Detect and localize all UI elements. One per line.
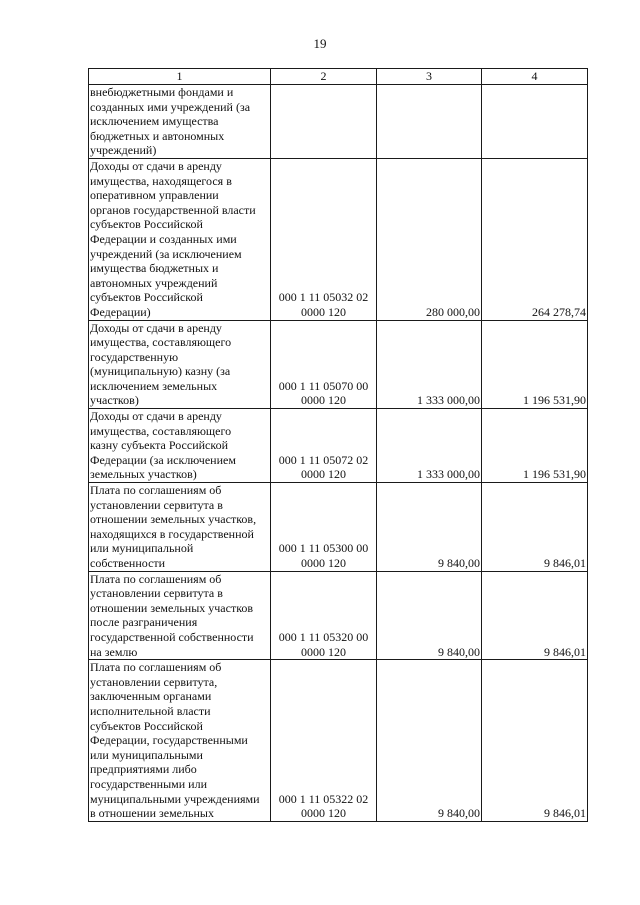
table-row xyxy=(89,483,588,572)
actual-amount-cell: 9 846,01 xyxy=(482,483,588,572)
table-row xyxy=(89,660,588,822)
actual-amount-cell: 9 846,01 xyxy=(482,660,588,822)
table-row xyxy=(89,571,588,660)
revenue-name-cell: внебюджетными фондами и созданных ими учреждений (за исключением имущества бюджетных и автономных учреждений) xyxy=(89,85,271,159)
budget-code-cell: 000 1 11 05070 00 0000 120 xyxy=(271,320,377,409)
budget-code-cell: 000 1 11 05300 00 0000 120 xyxy=(271,483,377,572)
column-header-4: 4 xyxy=(482,69,588,85)
planned-amount-cell xyxy=(377,85,482,159)
revenue-name-cell: Доходы от сдачи в аренду имущества, составляющего государственную (муниципальную) казну (за исключением земельных участков) xyxy=(89,320,271,409)
table-header-row xyxy=(89,69,588,85)
planned-amount-cell: 1 333 000,00 xyxy=(377,409,482,483)
revenue-table xyxy=(88,68,588,822)
revenue-name-cell: Доходы от сдачи в аренду имущества, находящегося в оперативном управлении органов государственной власти субъектов Российской Федерации и созданных ими учреждений (за исключением имущества бюджетных и автономных учреждений субъектов Российской Федерации) xyxy=(89,158,271,320)
planned-amount-cell: 9 840,00 xyxy=(377,483,482,572)
revenue-name-cell: Плата по соглашениям об установлении сервитута в отношении земельных участков, находящихся в государственной или муниципальной собственности xyxy=(89,483,271,572)
actual-amount-cell: 1 196 531,90 xyxy=(482,409,588,483)
budget-code-cell: 000 1 11 05072 02 0000 120 xyxy=(271,409,377,483)
actual-amount-cell xyxy=(482,85,588,159)
page-number: 19 xyxy=(313,36,327,51)
planned-amount-cell: 9 840,00 xyxy=(377,571,482,660)
table-row xyxy=(89,320,588,409)
planned-amount-cell: 1 333 000,00 xyxy=(377,320,482,409)
budget-code-cell: 000 1 11 05032 02 0000 120 xyxy=(271,158,377,320)
column-header-2: 2 xyxy=(271,69,377,85)
table-row xyxy=(89,85,588,159)
budget-code-cell xyxy=(271,85,377,159)
actual-amount-cell: 264 278,74 xyxy=(482,158,588,320)
actual-amount-cell: 9 846,01 xyxy=(482,571,588,660)
planned-amount-cell: 280 000,00 xyxy=(377,158,482,320)
revenue-name-cell: Плата по соглашениям об установлении сервитута, заключенным органами исполнительной власти субъектов Российской Федерации, государственными или муниципальными предприятиями либо государственными или муниципальными учреждениями в отношении земельных xyxy=(89,660,271,822)
planned-amount-cell: 9 840,00 xyxy=(377,660,482,822)
column-header-3: 3 xyxy=(377,69,482,85)
table-row xyxy=(89,158,588,320)
budget-code-cell: 000 1 11 05322 02 0000 120 xyxy=(271,660,377,822)
table-row xyxy=(89,409,588,483)
budget-code-cell: 000 1 11 05320 00 0000 120 xyxy=(271,571,377,660)
revenue-name-cell: Плата по соглашениям об установлении сервитута в отношении земельных участков после разграничения государственной собственности на землю xyxy=(89,571,271,660)
actual-amount-cell: 1 196 531,90 xyxy=(482,320,588,409)
revenue-name-cell: Доходы от сдачи в аренду имущества, составляющего казну субъекта Российской Федерации (за исключением земельных участков) xyxy=(89,409,271,483)
column-header-1: 1 xyxy=(89,69,271,85)
